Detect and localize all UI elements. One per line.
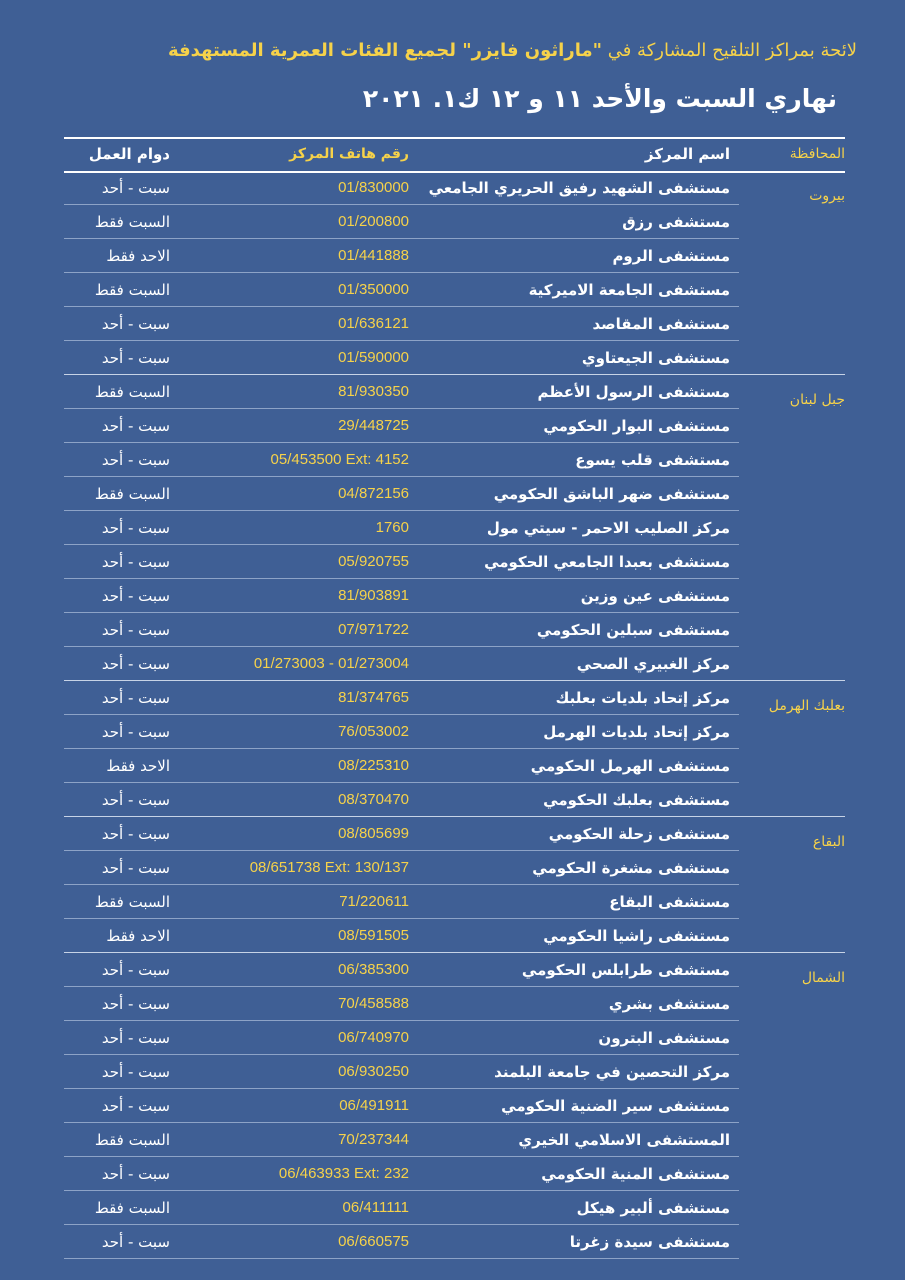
center-name-cell: مركز الصليب الاحمر - سيتي مول [486,519,730,537]
hours-cell: السبت فقط [94,213,170,231]
phone-cell: 05/453500 Ext: 4152 [270,451,409,468]
governorate-cell [757,545,845,579]
governorate-cell [757,715,845,749]
hours-cell: السبت فقط [94,1199,170,1217]
governorate-cell [757,1055,845,1089]
hours-cell: سبت - أحد [101,587,170,605]
hours-cell: الاحد فقط [106,247,170,265]
hours-cell: السبت فقط [94,383,170,401]
center-name-cell: مركز الغبيري الصحي [576,655,730,673]
center-name-cell: مستشفى الشهيد رفيق الحريري الجامعي [428,179,730,197]
governorate-cell: الشمال [801,970,845,986]
table-row [64,443,845,477]
row-divider [64,1258,739,1259]
hours-cell: سبت - أحد [101,417,170,435]
governorate-cell [757,1225,845,1259]
phone-cell: 81/374765 [338,689,409,706]
hours-cell: سبت - أحد [101,315,170,333]
hours-cell: السبت فقط [94,893,170,911]
hours-cell: سبت - أحد [101,349,170,367]
header-governorate: المحافظة [789,146,845,162]
center-name-cell: مستشفى عين وزين [580,587,730,605]
table-row [64,273,845,307]
phone-cell: 07/971722 [338,621,409,638]
phone-cell: 06/740970 [338,1029,409,1046]
center-name-cell: مستشفى الجامعة الاميركية [528,281,730,299]
governorate-cell [757,613,845,647]
governorate-cell [757,1021,845,1055]
center-name-cell: مستشفى الروم [612,247,730,265]
governorate-cell: بيروت [809,188,845,204]
table-row [64,1157,845,1191]
table-row [64,613,845,647]
phone-cell: 76/053002 [338,723,409,740]
governorate-cell: جبل لبنان [789,392,845,408]
table-row [64,749,845,783]
governorate-cell [757,919,845,953]
phone-cell: 04/872156 [338,485,409,502]
governorate-cell [757,783,845,817]
phone-cell: 08/591505 [338,927,409,944]
hours-cell: سبت - أحد [101,655,170,673]
table-row [64,1055,845,1089]
hours-cell: سبت - أحد [101,1165,170,1183]
hours-cell: سبت - أحد [101,1029,170,1047]
governorate-cell [757,579,845,613]
title-campaign: "ماراثون فايزر" لجميع الفئات العمرية المستهدفة [167,40,602,61]
phone-cell: 06/463933 Ext: 232 [278,1165,409,1182]
header-center-name: اسم المركز [644,145,730,163]
governorate-cell [757,885,845,919]
header-phone: رقم هاتف المركز [289,146,409,162]
table-header [64,137,845,171]
hours-cell: الاحد فقط [106,927,170,945]
table-row [64,1089,845,1123]
phone-cell: 01/590000 [338,349,409,366]
governorate-cell [757,341,845,375]
document-subtitle: نهاري السبت والأحد ١١ و ١٢ ك١. ٢٠٢١ [362,84,837,113]
phone-cell: 81/930350 [338,383,409,400]
hours-cell: السبت فقط [94,281,170,299]
table-row [64,885,845,919]
governorate-cell [757,1089,845,1123]
governorate-cell [757,1157,845,1191]
phone-cell: 01/200800 [338,213,409,230]
table-row [64,987,845,1021]
hours-cell: سبت - أحد [101,1063,170,1081]
hours-cell: سبت - أحد [101,825,170,843]
table-row [64,205,845,239]
phone-cell: 70/458588 [338,995,409,1012]
title-prefix: لائحة بمراكز التلقيح المشاركة في [607,40,857,61]
table-row [64,341,845,375]
center-name-cell: مستشفى رزق [622,213,730,231]
center-name-cell: مستشفى ألبير هيكل [576,1199,730,1217]
table-row [64,783,845,817]
phone-cell: 06/411111 [342,1199,409,1216]
hours-cell: سبت - أحد [101,553,170,571]
document-title [40,40,857,61]
center-name-cell: مستشفى المنية الحكومي [541,1165,730,1183]
table-row [64,715,845,749]
center-name-cell: مستشفى بعبدا الجامعي الحكومي [484,553,730,571]
phone-cell: 06/385300 [338,961,409,978]
center-name-cell: مستشفى بعلبك الحكومي [543,791,730,809]
governorate-cell [757,477,845,511]
governorate-cell [757,749,845,783]
phone-cell: 1760 [375,519,409,536]
table-body [64,171,845,1259]
hours-cell: السبت فقط [94,1131,170,1149]
center-name-cell: مستشفى طرابلس الحكومي [521,961,730,979]
hours-cell: سبت - أحد [101,995,170,1013]
table-row [64,919,845,953]
center-name-cell: مستشفى قلب يسوع [575,451,730,469]
table-row [64,1021,845,1055]
governorate-cell [757,205,845,239]
phone-cell: 06/930250 [338,1063,409,1080]
center-name-cell: مستشفى سير الضنية الحكومي [501,1097,730,1115]
table-row [64,1225,845,1259]
phone-cell: 01/830000 [338,179,409,196]
center-name-cell: مركز إتحاد بلديات بعلبك [555,689,730,707]
governorate-cell [757,409,845,443]
center-name-cell: مركز إتحاد بلديات الهرمل [543,723,730,741]
governorate-cell [757,1123,845,1157]
phone-cell: 08/651738 Ext: 130/137 [249,859,409,876]
phone-cell: 05/920755 [338,553,409,570]
phone-cell: 08/805699 [338,825,409,842]
table-row [64,953,845,987]
center-name-cell: مستشفى الهرمل الحكومي [530,757,730,775]
header-hours: دوام العمل [88,145,170,163]
table-row [64,239,845,273]
table-row [64,817,845,851]
hours-cell: سبت - أحد [101,179,170,197]
center-name-cell: مستشفى راشيا الحكومي [543,927,730,945]
table-row [64,511,845,545]
hours-cell: سبت - أحد [101,451,170,469]
hours-cell: سبت - أحد [101,621,170,639]
hours-cell: سبت - أحد [101,961,170,979]
table-row [64,307,845,341]
phone-cell: 01/350000 [338,281,409,298]
table-row [64,1123,845,1157]
hours-cell: سبت - أحد [101,1233,170,1251]
table-row [64,545,845,579]
center-name-cell: مستشفى البوار الحكومي [543,417,730,435]
governorate-cell [757,851,845,885]
center-name-cell: مركز التحصين في جامعة البلمند [494,1063,730,1081]
center-name-cell: المستشفى الاسلامي الخيري [518,1131,730,1149]
center-name-cell: مستشفى زحلة الحكومي [548,825,730,843]
hours-cell: سبت - أحد [101,519,170,537]
hours-cell: سبت - أحد [101,1097,170,1115]
vaccination-centers-table [64,137,845,1259]
phone-cell: 70/237344 [338,1131,409,1148]
center-name-cell: مستشفى سبلين الحكومي [536,621,730,639]
phone-cell: 01/636121 [338,315,409,332]
governorate-cell [757,239,845,273]
governorate-cell [757,307,845,341]
governorate-cell [757,443,845,477]
hours-cell: الاحد فقط [106,757,170,775]
phone-cell: 06/491911 [339,1097,409,1114]
phone-cell: 08/225310 [338,757,409,774]
table-row [64,579,845,613]
center-name-cell: مستشفى سيدة زغرتا [569,1233,730,1251]
center-name-cell: مستشفى مشغرة الحكومي [532,859,730,877]
center-name-cell: مستشفى الجيعتاوي [581,349,730,367]
governorate-cell [757,1191,845,1225]
phone-cell: 71/220611 [339,893,409,910]
center-name-cell: مستشفى ضهر الباشق الحكومي [493,485,730,503]
phone-cell: 06/660575 [338,1233,409,1250]
center-name-cell: مستشفى البترون [598,1029,730,1047]
table-row [64,171,845,205]
table-row [64,851,845,885]
table-row [64,647,845,681]
table-row [64,409,845,443]
hours-cell: سبت - أحد [101,791,170,809]
governorate-cell [757,987,845,1021]
phone-cell: 01/441888 [338,247,409,264]
phone-cell: 81/903891 [338,587,409,604]
phone-cell: 01/273003 - 01/273004 [253,655,409,672]
hours-cell: سبت - أحد [101,723,170,741]
center-name-cell: مستشفى بشري [608,995,730,1013]
phone-cell: 29/448725 [338,417,409,434]
table-row [64,375,845,409]
governorate-cell: البقاع [812,834,845,850]
table-row [64,477,845,511]
hours-cell: السبت فقط [94,485,170,503]
center-name-cell: مستشفى المقاصد [592,315,730,333]
table-row [64,681,845,715]
governorate-cell [757,511,845,545]
hours-cell: سبت - أحد [101,859,170,877]
center-name-cell: مستشفى الرسول الأعظم [537,383,730,401]
center-name-cell: مستشفى البقاع [609,893,730,911]
governorate-cell: بعلبك الهرمل [768,698,845,714]
table-row [64,1191,845,1225]
hours-cell: سبت - أحد [101,689,170,707]
governorate-cell [757,647,845,681]
phone-cell: 08/370470 [338,791,409,808]
governorate-cell [757,273,845,307]
